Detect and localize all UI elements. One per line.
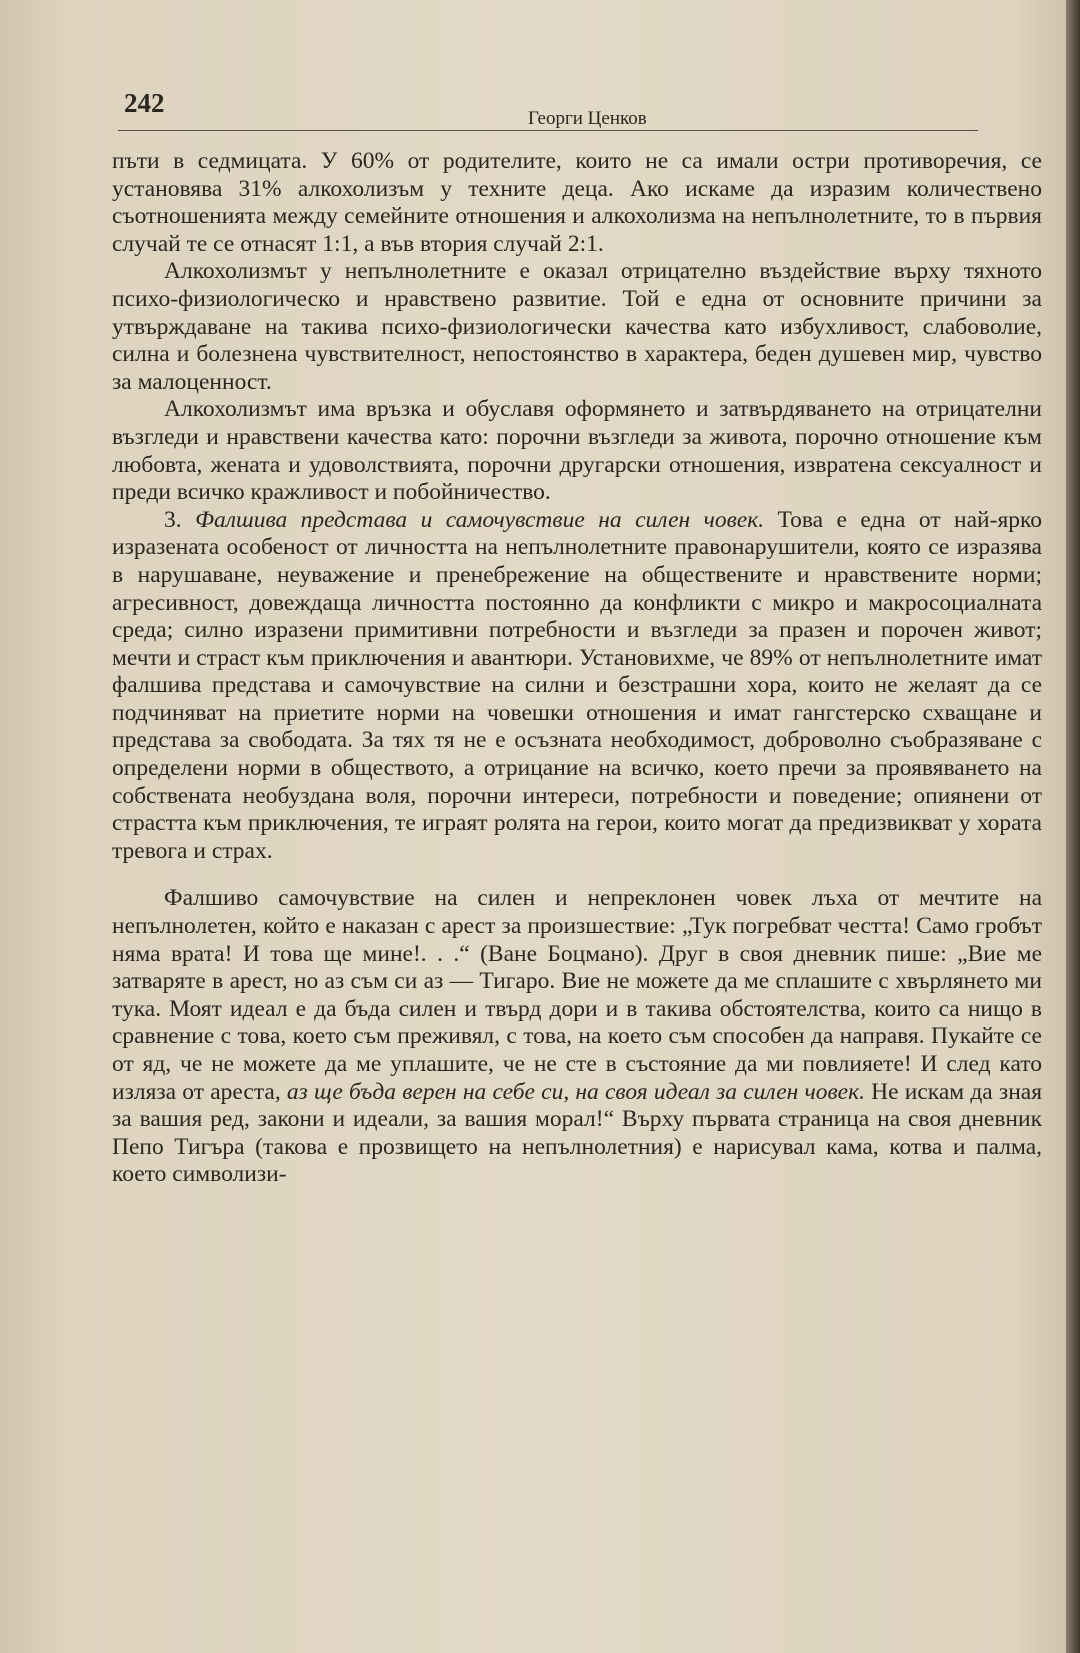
running-head: Георги Ценков xyxy=(528,108,647,129)
header-rule xyxy=(118,130,978,131)
paragraph-5: Фалшиво самочувствие на силен и непреклонен човек лъха от мечтите на непълнолетен, който е наказан с арест за произшествие: „Тук погребват честта! Само гробът няма врата! И това ще мине!. . .“ (Ване Боцмано). Друг в своя дневник пише: „Вие ме затваряте в арест, но аз съм си аз — Тигаро. Вие не можете да ме сплашите с хвърлянето ми тука. Моят идеал е да бъда силен и твърд дори и в такива обстоятелства, които са нищо в сравнение с това, което съм преживял, с това, на което съм способен да направя. Пукайте се от яд, че не можете да ме уплашите, че не сте в състояние да ми повлияете! И след като изляза от ареста, аз ще бъда верен на себе си, на своя идеал за силен човек. Не искам да зная за вашия ред, закони и идеали, за вашия морал!“ Върху първата страница на своя дневник Пепо Тигъра (такова е прозвището на непълнолетния) е нарисувал кама, котва и палма, което символизи- xyxy=(112,885,1043,1188)
page-header xyxy=(118,88,1048,132)
page-edge xyxy=(1066,0,1080,1653)
body-text xyxy=(112,148,1042,1189)
paragraph-3: Алкохолизмът има връзка и обуславя оформянето и затвърдяването на отрицателни възгледи и нравствени качества като: порочни възгледи за живота, порочно отношение към любовта, жената и удоволствията, порочни другарски отношения, извратена сексуалност и преди всичко кражливост и побойничество. xyxy=(112,396,1042,506)
paragraph-2: Алкохолизмът у непълнолетните е оказал отрицателно въздействие върху тяхното психо-физиологическо и нравствено развитие. Той е една от основните причини за утвърждаване на такива психо-физиологически качества като избухливост, слабоволие, силна и болезнена чувствителност, непостоянство в характера, беден душевен мир, чувство за малоценност. xyxy=(112,258,1042,395)
paragraph-4: 3. Фалшива представа и самочувствие на силен човек. Това е една от най-ярко изразената особеност от личността на непълнолетните правонарушители, която се изразява в нарушаване, неуважение и пренебрежение на обществените и нравствените норми; агресивност, довеждаща личността постоянно да конфликти с микро и макросоциалната среда; силно изразени примитивни потребности и възгледи за празен и порочен живот; мечти и страст към приключения и авантюри. Установихме, че 89% от непълнолетните имат фалшива представа и самочувствие на силни и безстрашни хора, които не желаят да се подчиняват на приетите норми на човешки отношения и имат гангстерско схващане и представа за свободата. За тях тя не е осъзната необходимост, доброволно съобразяване с определени норми в обществото, а отрицание на всичко, което пречи за проявяването на собствената необуздана воля, порочни интереси, потребности и поведение; опиянени от страстта към приключения, те играят ролята на герои, които могат да предизвикват у хората тревога и страх. xyxy=(112,506,1042,864)
italic-quote: аз ще бъда верен на себе си, на своя идеал за силен човек. xyxy=(286,1078,865,1105)
paragraph-1: пъти в седмицата. У 60% от родителите, които не са имали остри противоречия, се установява 31% алкохолизъм у техните деца. Ако искаме да изразим количествено съотношенията между семейните отношения и алкохолизма на непълнолетните, то в първия случай те се отнасят 1:1, а във втория случай 2:1. xyxy=(112,148,1042,257)
page-number: 242 xyxy=(124,88,165,118)
section-heading: Фалшива представа и самочувствие на силен човек. xyxy=(195,506,765,533)
